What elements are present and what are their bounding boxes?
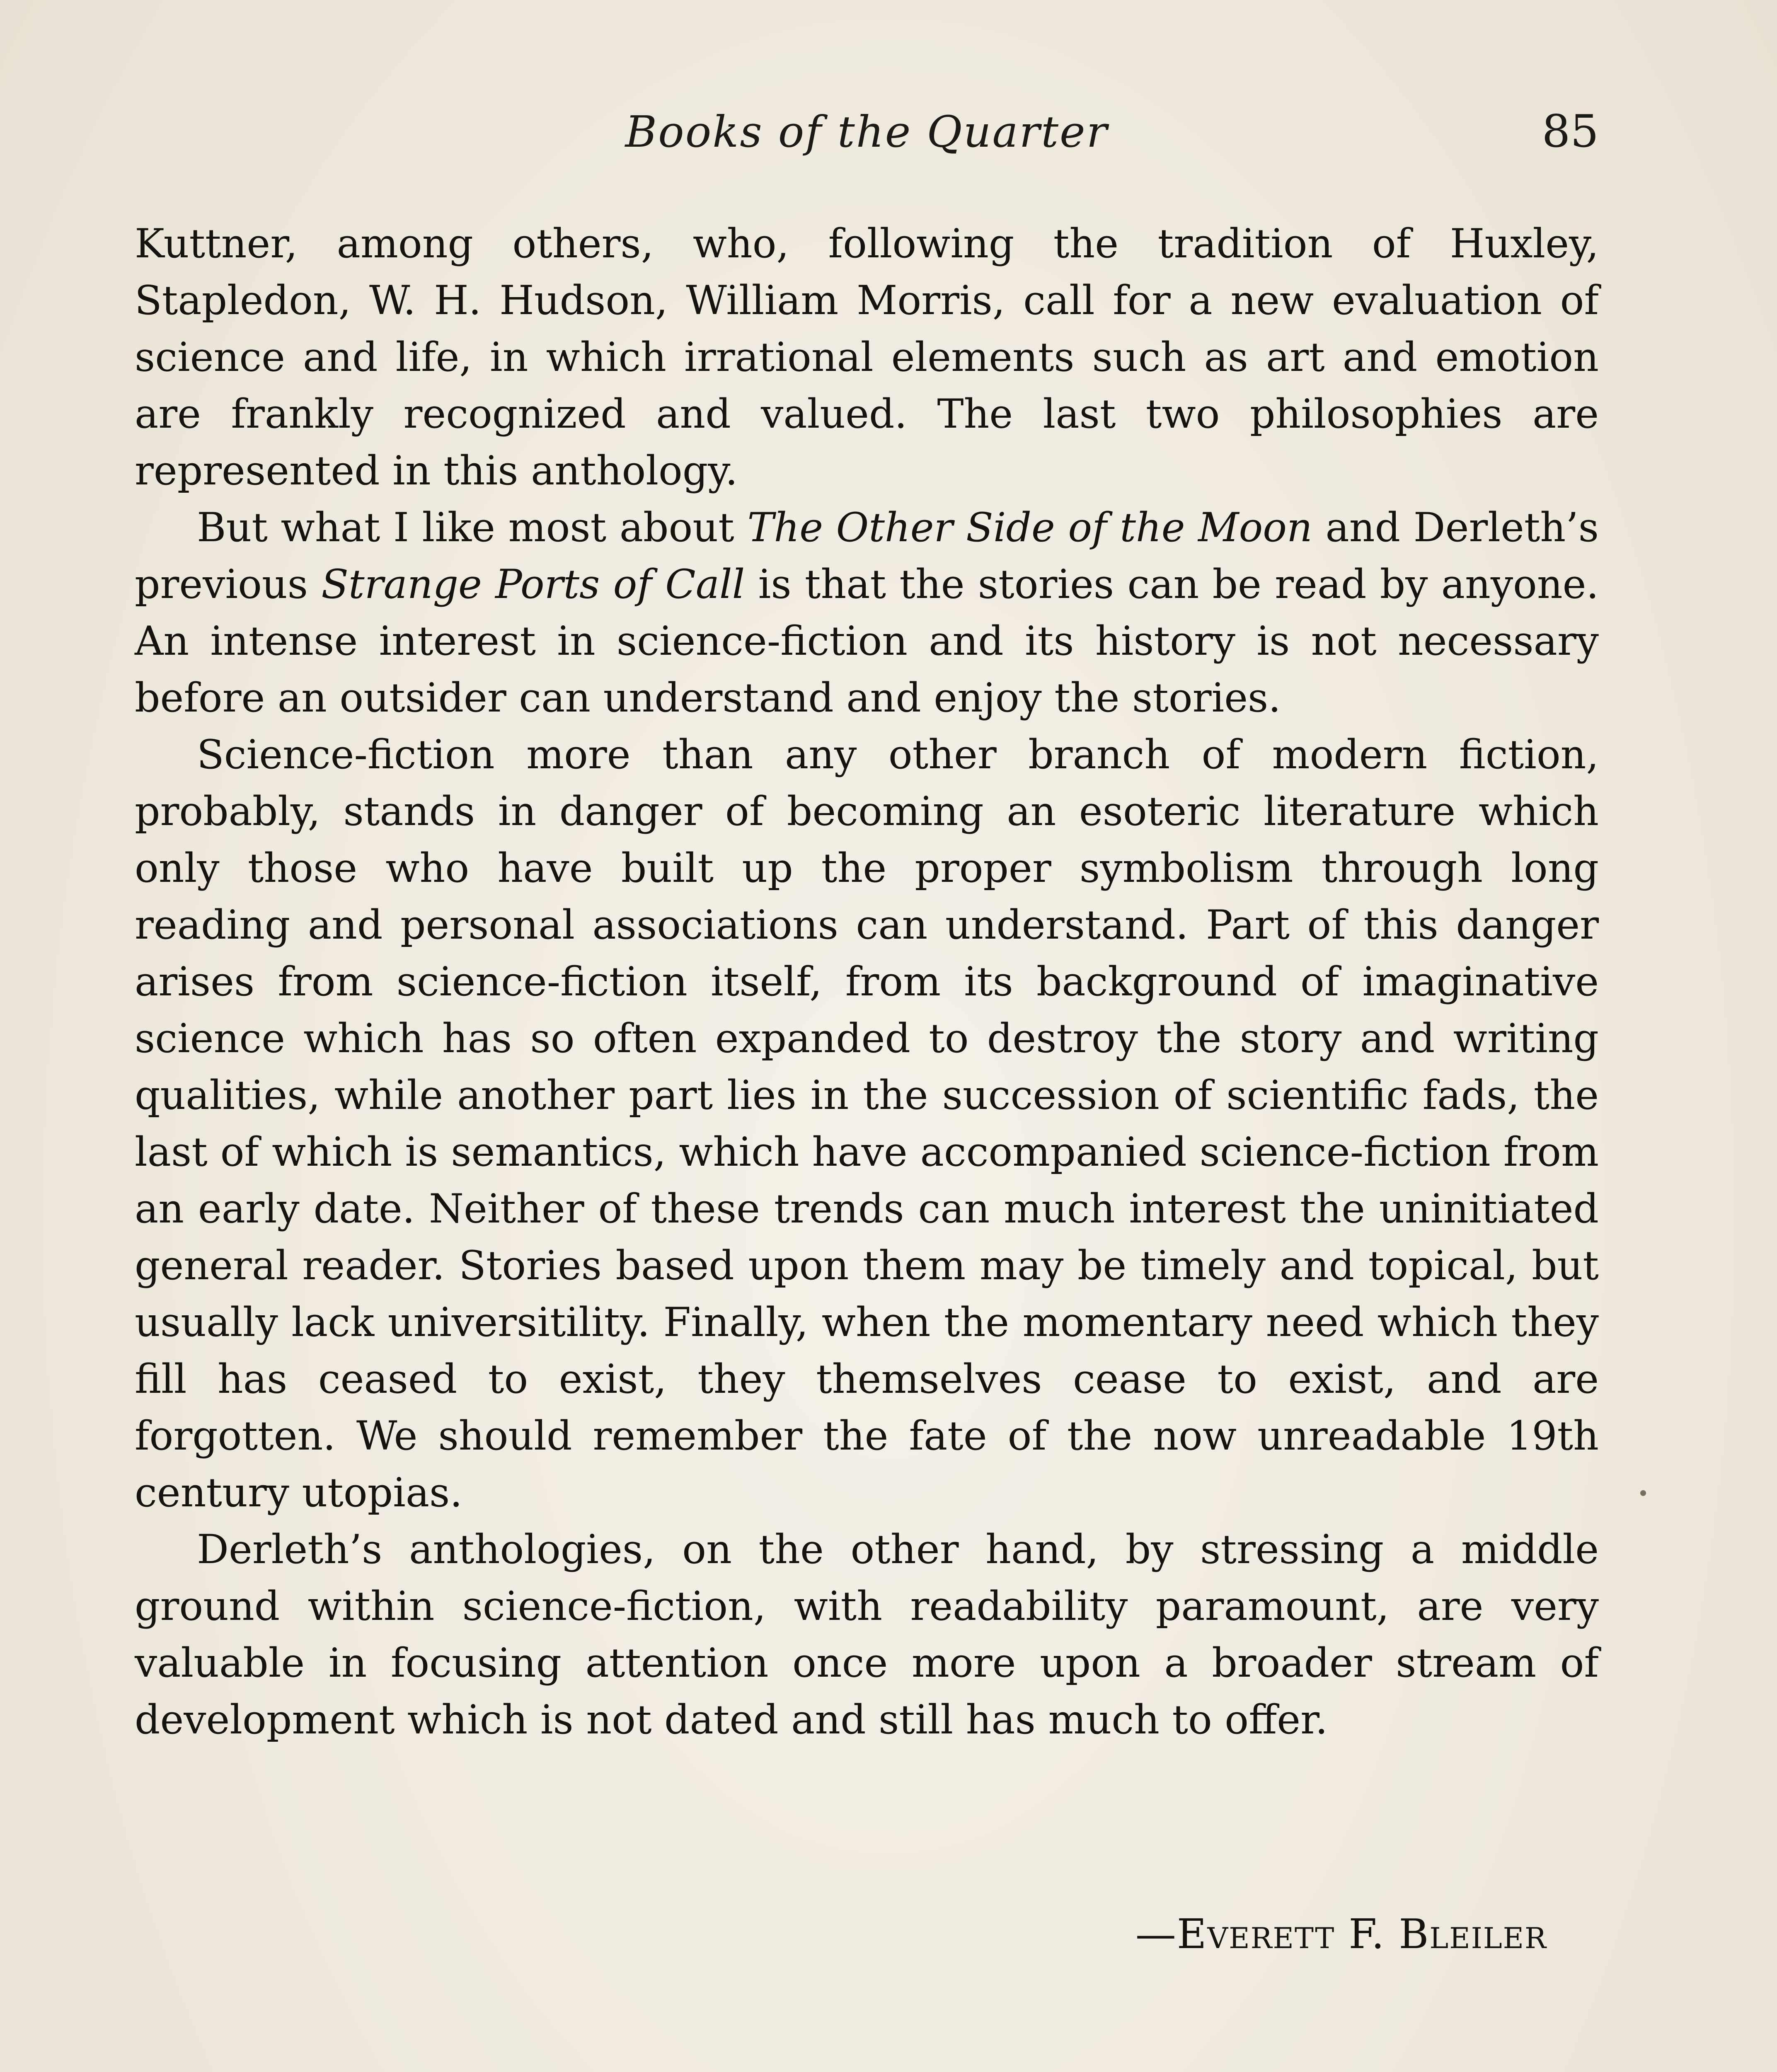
- text-run: and Derleth’s previous: [135, 504, 1599, 608]
- text-run: But what I like most about: [197, 504, 748, 551]
- book-title: The Other Side of the Moon: [747, 504, 1312, 551]
- paragraph-4: [135, 1521, 1599, 1748]
- text-run: Kuttner, among others, who, following the tradition of Huxley, Stapledon, W. H. Hudson, William Morris, call for a new evaluation of science and life, in which irrational elements such as art and emotion are frankly recognized and valued. The last two philosophies are represented in this anthology.: [135, 220, 1599, 494]
- paragraph-1: [135, 215, 1599, 499]
- text-run: Derleth’s anthologies, on the other hand, by stressing a middle ground within science-fiction, with readability paramount, are very valuable in focusing attention once more upon a broader stream of development which is not dated and still has much to offer.: [135, 1526, 1599, 1743]
- page-header: [135, 99, 1599, 165]
- page-number: 85: [1542, 106, 1599, 157]
- signature-name: Everett F. Bleiler: [1177, 1911, 1547, 1958]
- paragraph-2: [135, 499, 1599, 726]
- author-signature: [1135, 1906, 1547, 1963]
- text-run: is that the stories can be read by anyone. An intense interest in science-fiction and its history is not necessary before an outsider can understand and enjoy the stories.: [135, 561, 1599, 721]
- paper-speck: [1640, 1490, 1646, 1496]
- paragraph-3: [135, 726, 1599, 1521]
- running-title: Books of the Quarter: [625, 107, 1109, 157]
- book-title: Strange Ports of Call: [321, 561, 745, 608]
- signature-dash: —: [1135, 1911, 1177, 1958]
- article-body: [135, 215, 1599, 1748]
- text-run: Science-fiction more than any other branch of modern fiction, probably, stands in danger of becoming an esoteric literature which only those who have built up the proper symbolism through long reading and personal associations can understand. Part of this danger arises from science-fiction itself, from its background of imaginative science which has so often expanded to destroy the story and writing qualities, while another part lies in the succession of scientific fads, the last of which is semantics, which have accompanied science-fiction from an early date. Neither of these trends can much interest the uninitiated general reader. Stories based upon them may be timely and topical, but usually lack universitility. Finally, when the momentary need which they fill has ceased to exist, they themselves cease to exist, and are forgotten. We should remember the fate of the now unreadable 19th century utopias.: [135, 731, 1599, 1516]
